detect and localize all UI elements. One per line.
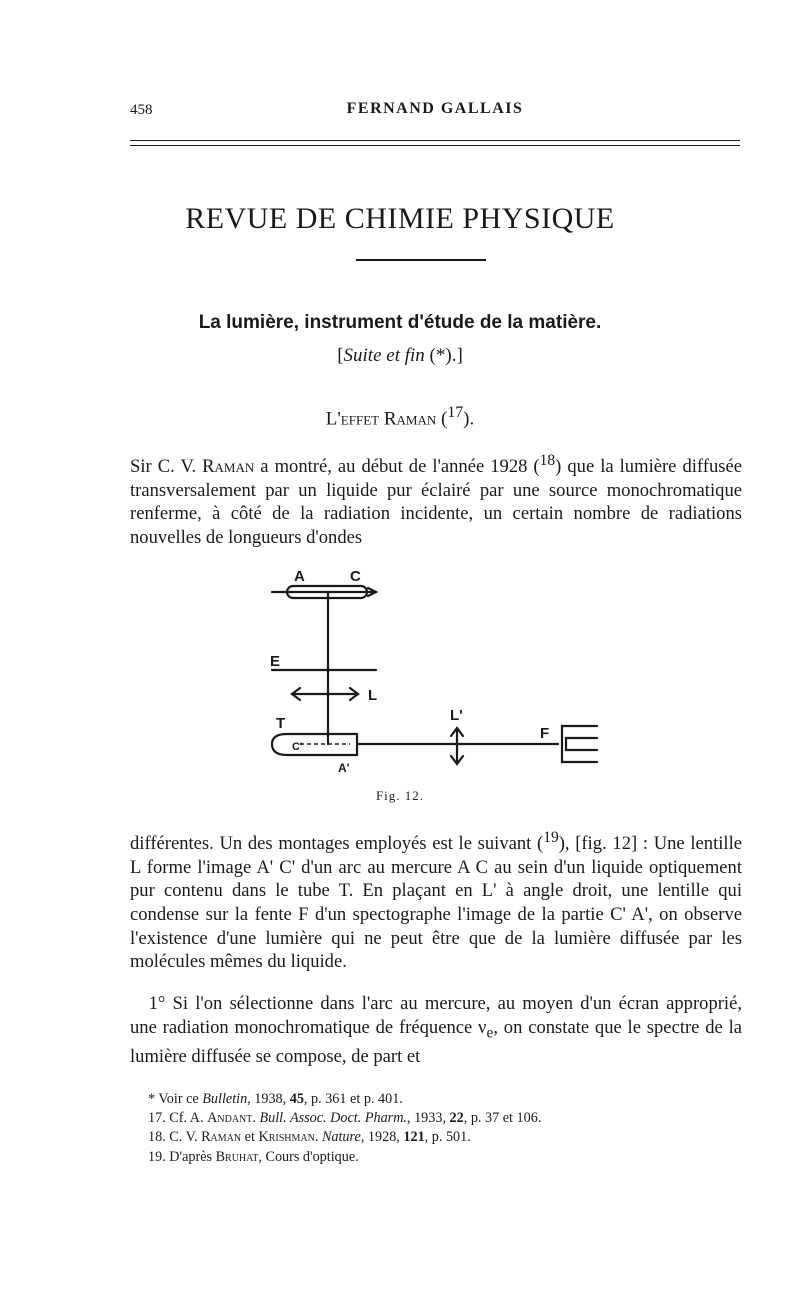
footnote-author: Bruhat	[215, 1148, 259, 1165]
footnote-text: .	[314, 1129, 322, 1146]
paragraph-3	[130, 992, 742, 1069]
figure-12-diagram	[262, 562, 622, 782]
label-E: E	[270, 653, 281, 670]
paragraph-1	[130, 449, 742, 550]
article-title: La lumière, instrument d'étude de la matière.	[198, 312, 602, 333]
header-rule-second	[130, 145, 740, 146]
frequency-symbol: ν	[478, 1016, 487, 1038]
footnote-text: et	[241, 1129, 259, 1146]
footnotes	[148, 1090, 748, 1167]
footnote-text: , 1933,	[406, 1110, 450, 1127]
label-F: F	[540, 725, 550, 742]
footnote-bold: 22	[449, 1110, 464, 1127]
section-prefix: L'effet	[325, 408, 380, 430]
subtitle-italic: Suite et fin	[343, 345, 425, 366]
label-Cprime: C'	[292, 741, 303, 753]
label-Lprime: L'	[450, 707, 463, 724]
footnote-star	[148, 1090, 748, 1109]
footnote-italic: Bull. Assoc. Doct. Pharm.	[259, 1110, 407, 1127]
footnote-text: , Cours d'optique.	[258, 1148, 359, 1165]
frequency-subscript: e	[486, 1024, 494, 1042]
footnote-mark: 17.	[148, 1110, 166, 1127]
footnote-text: C. V.	[165, 1129, 202, 1146]
para1-name: Raman	[202, 456, 255, 478]
para3-text-b: , on constate que le spectre de la lumière diffusée se compose, de part et	[130, 1016, 742, 1067]
footnote-text: , p. 361 et p. 401.	[303, 1091, 403, 1107]
footnote-mark: 19.	[148, 1148, 166, 1165]
spectrograph-slit	[566, 738, 597, 750]
para3-text-a: 1° Si l'on sélectionne dans l'arc au mercure, au moyen d'un écran approprié, une radiation monochromatique de fréquence	[130, 993, 742, 1038]
footnote-mark: 18.	[148, 1129, 166, 1146]
subtitle-mark: (*).	[429, 345, 457, 366]
section-name: Raman	[383, 408, 437, 430]
footnote-text: , 1938,	[247, 1091, 290, 1107]
para2-text-b: ), [fig. 12] : Une lentille L forme l'image A' C' d'un arc au mercure A C au sein d'un liquide optiquement pur contenu dans le tube T. En plaçant en L' à angle droit, une lentille qui condense sur la fente F d'un spectographe l'image de la partie C' A', on observe l'existence d'une lumière qui ne peut être que de la lumière diffusée par les molécules mêmes du liquide.	[130, 833, 742, 973]
label-L: L	[368, 687, 378, 704]
footnote-italic: Bulletin	[202, 1091, 248, 1107]
running-author: FERNAND GALLAIS	[346, 100, 524, 117]
figure-caption: Fig. 12.	[375, 788, 425, 803]
section-ref: 17	[447, 404, 464, 421]
title-rule	[356, 259, 486, 261]
running-head	[130, 98, 740, 124]
label-Aprime: A'	[338, 761, 350, 775]
footnote-text: , p. 501.	[424, 1129, 471, 1146]
header-rule	[130, 140, 740, 141]
footnote-text: , p. 37 et 106.	[463, 1110, 542, 1127]
para2-text-a: différentes. Un des montages employés est le suivant (	[130, 833, 544, 855]
para1-ref: 18	[539, 452, 556, 469]
para1-text-c: ) que la lumière diffusée transversalement par un liquide pur éclairé par une source monochromatique renferme, à côté de la radiation incidente, un certain nombre de radiations nouvelles de longueurs d'ondes	[130, 456, 742, 548]
label-C: C	[350, 568, 361, 585]
footnote-text: .	[252, 1110, 260, 1127]
label-T: T	[276, 715, 286, 732]
footnote-bold: 45	[289, 1091, 304, 1107]
footnote-text: , 1928,	[360, 1129, 404, 1146]
footnote-bold: 121	[403, 1129, 425, 1146]
footnote-italic: Nature	[321, 1129, 361, 1146]
journal-title: REVUE DE CHIMIE PHYSIQUE	[185, 202, 615, 235]
paragraph-2	[130, 826, 742, 974]
para1-text-a: Sir C. V.	[130, 456, 203, 478]
footnote-author: Krishman	[258, 1129, 315, 1146]
section-title: L'effet Raman ($^{17}$).	[325, 404, 475, 430]
footnote-19	[148, 1148, 748, 1167]
spectrograph-outline	[562, 726, 597, 762]
footnote-17	[148, 1109, 748, 1128]
footnote-author: Raman	[201, 1129, 242, 1146]
footnote-text: D'après	[165, 1148, 216, 1165]
para1-text-b: a montré, au début de l'année 1928 (	[254, 456, 540, 478]
article-subtitle: [Suite et fin (*).]	[337, 345, 463, 366]
footnote-mark: *	[148, 1091, 156, 1107]
footnote-text: Cf. A.	[165, 1110, 208, 1127]
footnote-text: Voir ce	[155, 1091, 203, 1107]
label-A: A	[294, 568, 305, 585]
para2-ref: 19	[543, 829, 559, 846]
footnote-author: Andant	[207, 1110, 253, 1127]
footnote-18	[148, 1128, 748, 1147]
page-number: 458	[130, 102, 153, 118]
